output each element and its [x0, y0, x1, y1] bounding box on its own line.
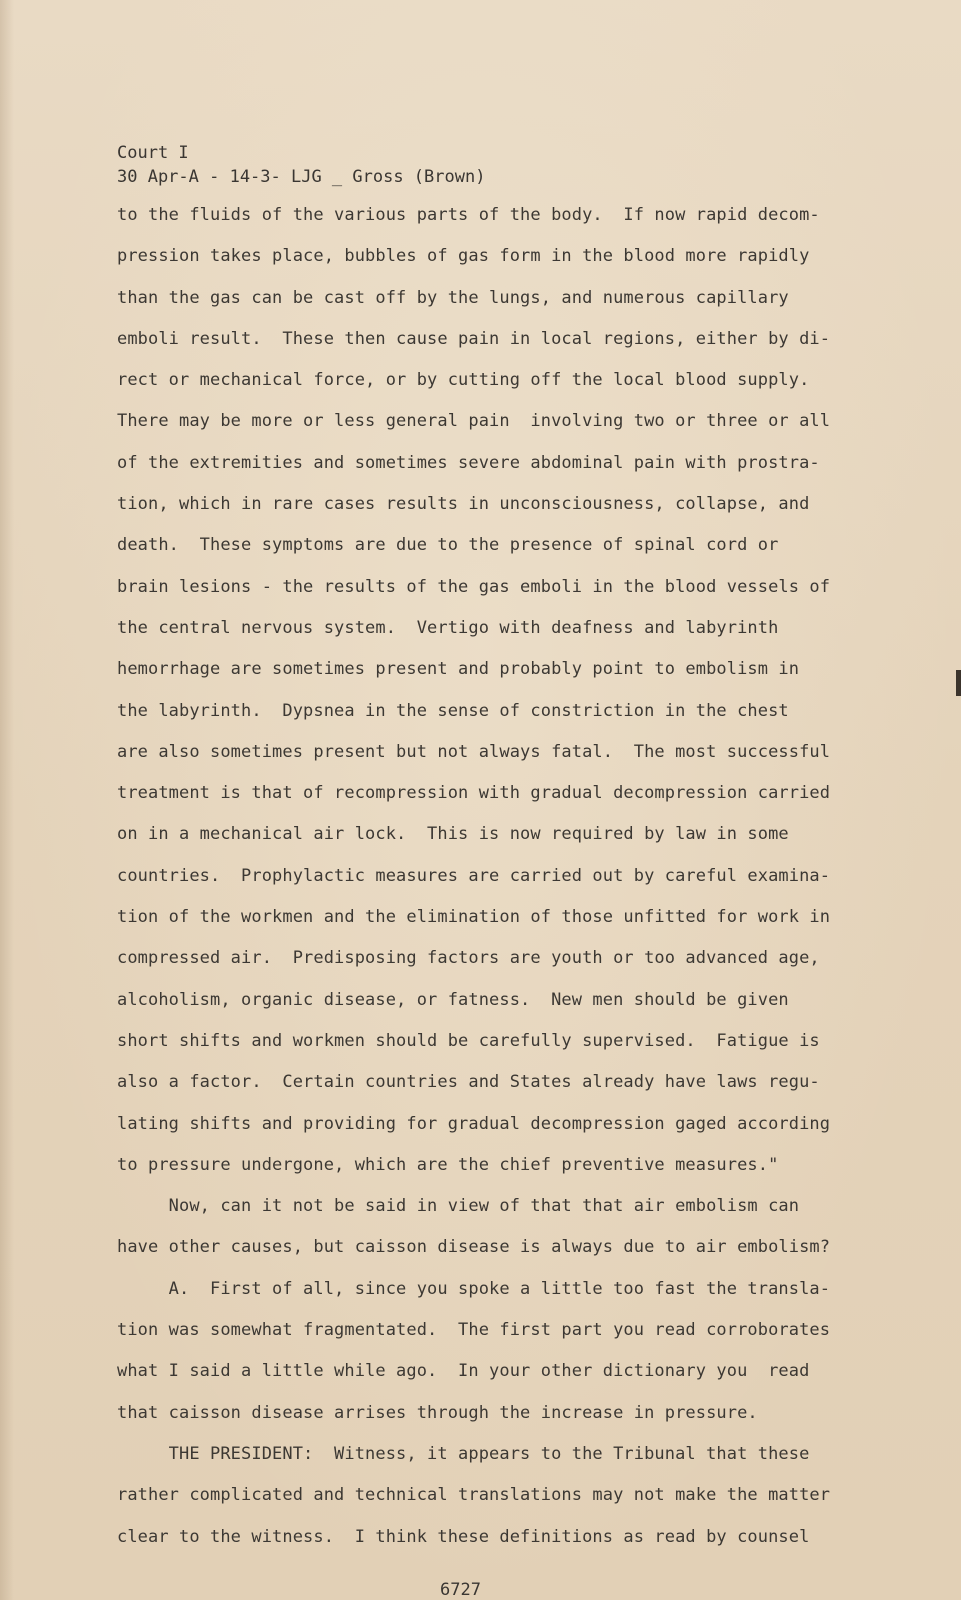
transcript-line: hemorrhage are sometimes present and probably point to embolism in [117, 659, 800, 680]
transcript-line: have other causes, but caisson disease is always due to air embolism? [117, 1237, 831, 1258]
transcript-line: than the gas can be cast off by the lungs, and numerous capillary [117, 287, 789, 308]
transcript-line: compressed air. Predisposing factors are youth or too advanced age, [117, 948, 820, 969]
transcript-line: rect or mechanical force, or by cutting off the local blood supply. [117, 370, 810, 391]
transcript-line: tion of the workmen and the elimination of those unfitted for work in [117, 907, 831, 928]
page-number: 6727 [440, 1580, 481, 1600]
transcript-line: tion was somewhat fragmentated. The first part you read corroborates [117, 1320, 831, 1341]
transcript-line: to pressure undergone, which are the chief preventive measures." [117, 1154, 779, 1175]
transcript-line: short shifts and workmen should be carefully supervised. Fatigue is [117, 1030, 820, 1051]
transcript-line: THE PRESIDENT: Witness, it appears to the Tribunal that these [117, 1443, 810, 1464]
transcript-line: pression takes place, bubbles of gas form in the blood more rapidly [117, 246, 810, 267]
transcript-line: clear to the witness. I think these definitions as read by counsel [117, 1526, 810, 1547]
court-label: Court I [117, 143, 189, 163]
transcript-line: death. These symptoms are due to the presence of spinal cord or [117, 535, 779, 556]
transcript-line: the labyrinth. Dypsnea in the sense of constriction in the chest [117, 700, 789, 721]
transcript-line: brain lesions - the results of the gas emboli in the blood vessels of [117, 576, 831, 597]
transcript-line: countries. Prophylactic measures are carried out by careful examina- [117, 865, 831, 886]
document-header [117, 141, 485, 189]
transcript-line: lating shifts and providing for gradual decompression gaged according [117, 1113, 831, 1134]
transcript-line: There may be more or less general pain involving two or three or all [117, 411, 831, 432]
transcript-line: treatment is that of recompression with gradual decompression carried [117, 783, 831, 804]
transcript-line: also a factor. Certain countries and States already have laws regu- [117, 1072, 820, 1093]
transcript-line: rather complicated and technical translations may not make the matter [117, 1485, 831, 1506]
transcript-line: on in a mechanical air lock. This is now required by law in some [117, 824, 789, 845]
binding-mark [956, 670, 961, 696]
transcript-line: A. First of all, since you spoke a little too fast the transla- [117, 1278, 831, 1299]
transcript-body [117, 202, 831, 1565]
transcript-line: what I said a little while ago. In your other dictionary you read [117, 1361, 810, 1382]
transcript-line: are also sometimes present but not always fatal. The most successful [117, 741, 831, 762]
session-reference: 30 Apr-A - 14-3- LJG _ Gross (Brown) [117, 167, 486, 187]
transcript-line: Now, can it not be said in view of that that air embolism can [117, 1196, 800, 1217]
transcript-line: the central nervous system. Vertigo with deafness and labyrinth [117, 617, 779, 638]
transcript-line: tion, which in rare cases results in unconsciousness, collapse, and [117, 494, 810, 515]
page-edge-shadow [0, 0, 14, 1600]
transcript-line: to the fluids of the various parts of the body. If now rapid decom- [117, 205, 820, 225]
transcript-line: of the extremities and sometimes severe abdominal pain with prostra- [117, 452, 820, 473]
transcript-line: that caisson disease arrises through the increase in pressure. [117, 1402, 758, 1423]
transcript-line: emboli result. These then cause pain in local regions, either by di- [117, 328, 831, 349]
transcript-line: alcoholism, organic disease, or fatness. New men should be given [117, 989, 789, 1010]
